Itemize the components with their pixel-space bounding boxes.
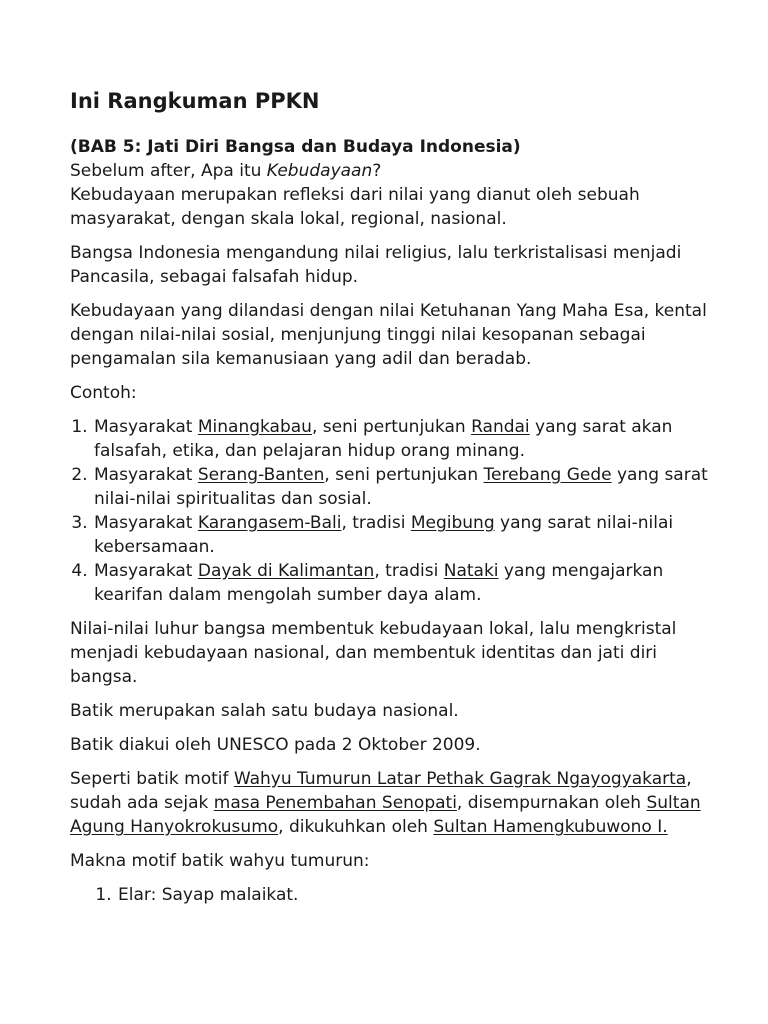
meanings-list bbox=[70, 883, 710, 907]
paragraph-nilai-luhur: Nilai-nilai luhur bangsa membentuk kebudayaan lokal, lalu mengkristal menjadi kebudayaan nasional, dan membentuk identitas dan jati diri bangsa. bbox=[70, 619, 677, 687]
motif-perfecter: Sultan Agung Hanyokrokusumo bbox=[70, 793, 701, 837]
meaning-item: 1. Elar: Sayap malaikat. bbox=[117, 883, 710, 907]
motif-text: Seperti batik motif bbox=[70, 769, 234, 789]
paragraph-unesco: Batik diakui oleh UNESCO pada 2 Oktober 2009. bbox=[70, 735, 481, 755]
intro-suffix: ? bbox=[372, 161, 382, 181]
motif-text: , disempurnakan oleh bbox=[456, 793, 647, 813]
motif-text: , sudah ada sejak bbox=[70, 769, 692, 813]
example-text: , seni pertunjukan bbox=[311, 417, 472, 437]
page-title: Ini Rangkuman PPKN bbox=[70, 89, 320, 113]
example-community: Serang-Banten bbox=[197, 465, 325, 485]
example-item bbox=[93, 415, 710, 463]
example-text: yang sarat nilai-nilai kebersamaan. bbox=[94, 513, 674, 557]
example-text: yang mengajarkan kearifan dalam mengolah sumber daya alam. bbox=[94, 561, 664, 605]
intro-question bbox=[70, 159, 710, 183]
intro-term: Kebudayaan bbox=[266, 161, 373, 181]
example-community: Karangasem-Bali bbox=[197, 513, 342, 533]
motif-era: masa Penembahan Senopati bbox=[213, 793, 457, 813]
makna-label: Makna motif batik wahyu tumurun: bbox=[70, 851, 370, 871]
motif-name: Wahyu Tumurun Latar Pethak Gagrak Ngayogyakarta bbox=[233, 769, 687, 789]
example-text: yang sarat akan falsafah, etika, dan pelajaran hidup orang minang. bbox=[94, 417, 673, 461]
paragraph-ketuhanan: Kebudayaan yang dilandasi dengan nilai Ketuhanan Yang Maha Esa, kental dengan nilai-nilai sosial, menjunjung tinggi nilai kesopanan sebagai pengamalan sila kemanusiaan yang adil dan beradab. bbox=[70, 301, 707, 369]
example-item bbox=[93, 559, 710, 607]
example-community: Minangkabau bbox=[197, 417, 312, 437]
motif-text: , dikukuhkan oleh bbox=[278, 817, 434, 837]
paragraph-batik-nasional: Batik merupakan salah satu budaya nasional. bbox=[70, 701, 459, 721]
document-page bbox=[70, 86, 710, 917]
example-text: , seni pertunjukan bbox=[324, 465, 484, 485]
example-text: , tradisi bbox=[374, 561, 444, 581]
example-item bbox=[93, 511, 710, 559]
example-text: yang sarat nilai-nilai spiritualitas dan sosial. bbox=[94, 465, 708, 509]
example-community: Dayak di Kalimantan bbox=[197, 561, 375, 581]
paragraph-pancasila: Bangsa Indonesia mengandung nilai religius, lalu terkristalisasi menjadi Pancasila, sebagai falsafah hidup. bbox=[70, 243, 682, 287]
example-tradition: Megibung bbox=[410, 513, 495, 533]
paragraph-definition: Kebudayaan merupakan refleksi dari nilai yang dianut oleh sebuah masyarakat, dengan skala lokal, regional, nasional. bbox=[70, 185, 640, 229]
examples-list bbox=[70, 415, 710, 607]
example-text: Masyarakat bbox=[94, 561, 198, 581]
example-text: , tradisi bbox=[341, 513, 411, 533]
example-text: Masyarakat bbox=[94, 417, 198, 437]
paragraph-batik-motif bbox=[70, 767, 710, 839]
motif-establisher: Sultan Hamengkubuwono I. bbox=[433, 817, 668, 837]
example-item bbox=[93, 463, 710, 511]
example-text: Masyarakat bbox=[94, 465, 198, 485]
contoh-label: Contoh: bbox=[70, 383, 137, 403]
example-tradition: Randai bbox=[471, 417, 530, 437]
intro-prefix: Sebelum after, Apa itu bbox=[70, 161, 267, 181]
example-tradition: Terebang Gede bbox=[483, 465, 612, 485]
example-tradition: Nataki bbox=[443, 561, 499, 581]
example-text: Masyarakat bbox=[94, 513, 198, 533]
chapter-heading: (BAB 5: Jati Diri Bangsa dan Budaya Indonesia) bbox=[70, 137, 521, 157]
